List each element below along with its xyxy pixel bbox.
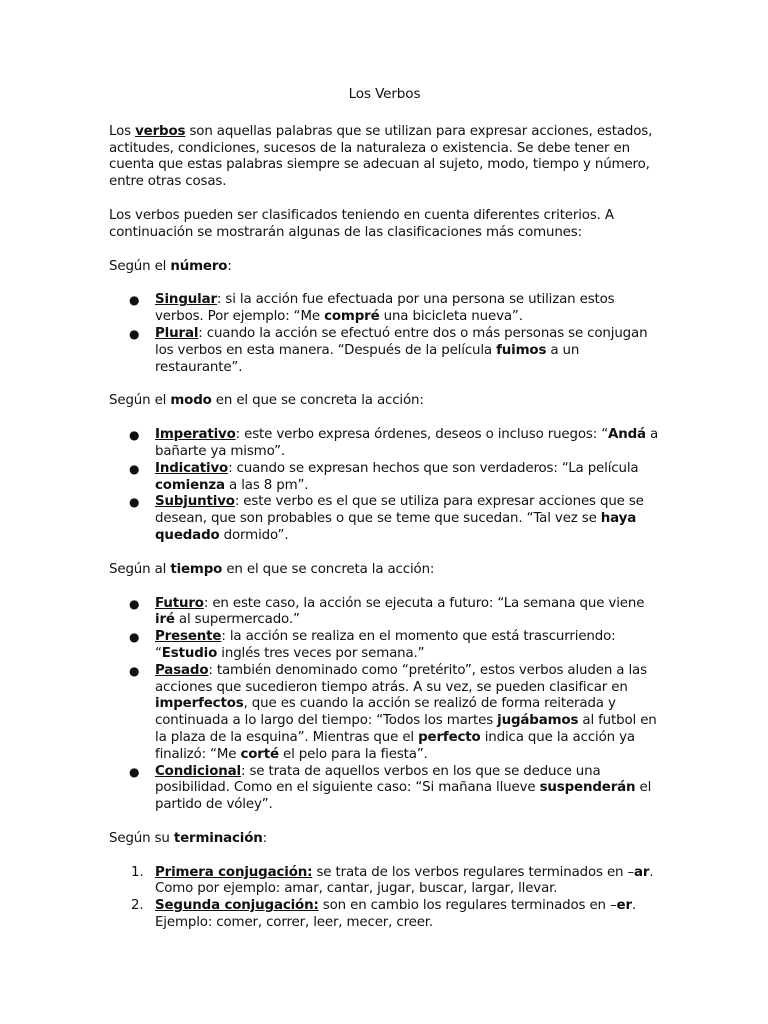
- heading-tiempo: [109, 562, 660, 579]
- term-subjuntivo: Subjuntivo: [155, 494, 235, 510]
- document-title: Los Verbos: [348, 86, 421, 102]
- list-terminacion: [109, 865, 660, 932]
- bullet-icon: ●: [129, 293, 140, 308]
- term-primera-conjugacion: Primera conjugación:: [155, 864, 313, 880]
- bold-text: fuimos: [496, 342, 547, 358]
- text: , que es cuando la acción se realizó de forma reiterada y continuada a lo largo del tiempo: “Todos los martes: [155, 696, 616, 729]
- text: : este verbo es el que se utiliza para expresar acciones que se desean, que son probables o que se teme que sucedan. “Tal vez se: [155, 494, 644, 527]
- list-item-imperativo: [109, 427, 660, 461]
- heading-modo-pre: Según el: [109, 393, 171, 409]
- text: una bicicleta nueva”.: [379, 309, 523, 325]
- term-presente: Presente: [155, 629, 222, 645]
- text: : se trata de aquellos verbos en los que se deduce una posibilidad. Como en el siguiente caso: “Si mañana llueve: [155, 763, 601, 796]
- list-modo: [109, 427, 660, 545]
- text: : la acción se realiza en el momento que está trascurriendo: “: [155, 629, 616, 661]
- bold-text: Andá: [607, 427, 646, 443]
- list-number: 2.: [131, 898, 144, 914]
- text: : en este caso, la acción se ejecuta a futuro: “La semana que viene: [203, 595, 645, 611]
- text: . Como por ejemplo: amar, cantar, jugar, buscar, largar, llevar.: [155, 864, 654, 897]
- bullet-icon: ●: [129, 663, 140, 678]
- heading-tiempo-bold: tiempo: [170, 561, 223, 577]
- list-item-indicativo: [109, 461, 660, 495]
- term-imperativo: Imperativo: [155, 427, 236, 443]
- intro-post: son aquellas palabras que se utilizan para expresar acciones, estados, actitudes, condiciones, sucesos de la naturaleza o existencia. Se debe tener en cuenta que estas palabras siempre se adecuan al sujeto, modo, tiempo y número, entre otras cosas.: [109, 123, 653, 190]
- list-number: 1.: [131, 864, 144, 880]
- heading-numero-post: :: [227, 258, 232, 274]
- heading-numero: [109, 259, 660, 276]
- text: : también denominado como “pretérito”, estos verbos aluden a las acciones que sucedieron tiempo atrás. A su vez, se pueden clasificar en: [155, 662, 647, 695]
- text: : si la acción fue efectuada por una persona se utilizan estos verbos. Por ejemplo: “Me: [155, 292, 615, 325]
- intro-term-verbos: verbos: [135, 123, 186, 139]
- text: dormido”.: [219, 527, 289, 543]
- heading-tiempo-post: en el que se concreta la acción:: [222, 561, 435, 577]
- heading-terminacion-pre: Según su: [109, 830, 174, 846]
- bold-text: iré: [155, 612, 175, 628]
- bullet-icon: ●: [129, 326, 140, 341]
- list-item-presente: [109, 629, 660, 663]
- text: el partido de vóley”.: [155, 780, 652, 813]
- classification-paragraph: Los verbos pueden ser clasificados teniendo en cuenta diferentes criterios. A continuación se mostrarán algunas de las clasificaciones más comunes:: [109, 207, 614, 240]
- bold-text: haya quedado: [155, 511, 637, 543]
- bullet-icon: ●: [129, 764, 140, 779]
- heading-numero-bold: número: [170, 258, 228, 274]
- bullet-icon: ●: [129, 630, 140, 645]
- text: : este verbo expresa órdenes, deseos o incluso ruegos: “: [235, 427, 608, 443]
- heading-tiempo-pre: Según al: [109, 561, 171, 577]
- heading-terminacion-post: :: [262, 830, 268, 846]
- bold-text: imperfectos: [155, 696, 244, 712]
- bold-text: corté: [240, 746, 279, 762]
- list-item-plural: [109, 326, 660, 376]
- term-singular: Singular: [155, 292, 217, 308]
- term-indicativo: Indicativo: [155, 460, 229, 476]
- bold-text: suspenderán: [539, 780, 636, 796]
- text: al supermercado.”: [174, 612, 300, 628]
- bold-text: comienza: [155, 477, 225, 493]
- text: se trata de los verbos regulares terminados en –: [312, 864, 635, 880]
- list-tiempo: [109, 596, 660, 814]
- text: : cuando la acción se efectuó entre dos o más personas se conjugan los verbos en esta manera. “Después de la película: [155, 325, 648, 358]
- text: el pelo para la fiesta”.: [278, 746, 428, 762]
- intro-paragraph: [109, 124, 660, 191]
- bold-text: ar: [634, 864, 650, 880]
- heading-modo-bold: modo: [170, 393, 212, 409]
- text: son en cambio los regulares terminados en –: [318, 898, 617, 914]
- list-item-condicional: [109, 764, 660, 814]
- term-plural: Plural: [155, 325, 199, 341]
- bold-text: compré: [324, 309, 380, 325]
- term-condicional: Condicional: [155, 763, 241, 779]
- heading-terminacion-bold: terminación: [173, 830, 263, 846]
- bold-text: er: [616, 898, 632, 914]
- text: indica que la acción ya finalizó: “Me: [155, 729, 635, 762]
- list-item-pasado: [109, 663, 660, 764]
- text: a un restaurante”.: [155, 342, 580, 375]
- text: . Ejemplo: comer, correr, leer, mecer, creer.: [155, 898, 637, 931]
- heading-terminacion: [109, 831, 660, 848]
- bullet-icon: ●: [129, 428, 140, 443]
- text: a las 8 pm”.: [224, 477, 309, 493]
- bullet-icon: ●: [129, 495, 140, 510]
- list-item-segunda-conjugacion: [109, 898, 660, 932]
- bold-text: Estudio: [161, 645, 218, 661]
- list-item-singular: [109, 292, 660, 326]
- bold-text: perfecto: [418, 729, 481, 745]
- heading-modo-post: en el que se concreta la acción:: [211, 393, 424, 409]
- text: inglés tres veces por semana.”: [217, 645, 425, 661]
- text: al futbol en la plaza de la esquina”. Mientras que el: [155, 713, 657, 745]
- heading-numero-pre: Según el: [109, 258, 171, 274]
- bullet-icon: ●: [129, 596, 140, 611]
- list-numero: [109, 292, 660, 376]
- intro-pre: Los: [109, 123, 136, 139]
- heading-modo: [109, 393, 660, 410]
- text: a bañarte ya mismo”.: [155, 427, 659, 459]
- text: : cuando se expresan hechos que son verdaderos: “La película: [228, 460, 639, 476]
- term-segunda-conjugacion: Segunda conjugación:: [155, 898, 319, 914]
- list-item-primera-conjugacion: [109, 865, 660, 899]
- term-futuro: Futuro: [155, 595, 204, 611]
- list-item-futuro: [109, 596, 660, 630]
- term-pasado: Pasado: [155, 662, 209, 678]
- bullet-icon: ●: [129, 461, 140, 476]
- bold-text: jugábamos: [497, 713, 579, 729]
- list-item-subjuntivo: [109, 494, 660, 544]
